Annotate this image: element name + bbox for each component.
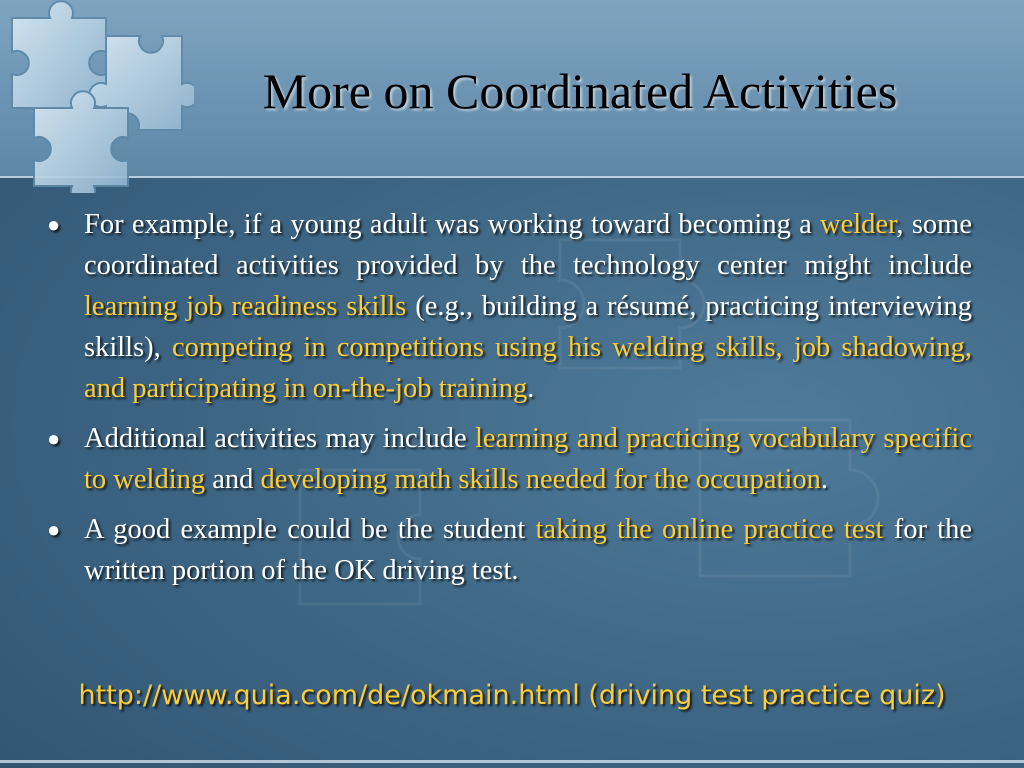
bullet-2-highlight-1: learning and practicing vocabulary specific to welding — [84, 423, 972, 495]
bullet-1-highlight-2: learning job readiness skills — [84, 291, 407, 322]
bullet-3-text-2: for the written portion of the OK driving test. — [84, 514, 972, 586]
quiz-link[interactable]: http://www.quia.com/de/okmain.html (driving test practice quiz) — [78, 680, 946, 711]
bullet-3-text-1: A good example could be the student — [84, 514, 536, 545]
bullet-3-highlight-1: taking the online practice test — [535, 514, 884, 545]
slide-title: More on Coordinated Activities — [262, 63, 898, 119]
bullet-1-text-4: . — [527, 373, 535, 404]
bullet-item-1 — [44, 204, 972, 409]
bullet-1-highlight-3: competing in competitions using his welding skills, job shadowing, and participating in on-the-job training — [84, 332, 972, 404]
bullet-1-text-1: For example, if a young adult was working toward becoming a — [84, 209, 821, 240]
bullet-item-3 — [44, 509, 972, 591]
bullet-1-text-3: (e.g., building a résumé, practicing interviewing skills), — [84, 291, 972, 363]
bullet-2-highlight-2: developing math skills needed for the occupation — [260, 464, 821, 495]
bullet-dot-icon: ● — [47, 426, 61, 451]
bullet-dot-icon: ● — [47, 212, 61, 237]
bottom-divider — [0, 760, 1024, 763]
bullet-2-text-1: Additional activities may include — [84, 423, 476, 454]
bullet-1-highlight-1: welder — [820, 209, 897, 240]
puzzle-pieces-icon — [0, 0, 194, 193]
bullet-2-text-3: . — [820, 464, 828, 495]
bullet-item-2 — [44, 418, 972, 500]
bullet-list — [44, 204, 972, 600]
bullet-dot-icon: ● — [47, 517, 61, 542]
bullet-2-text-2: and — [205, 464, 261, 495]
bullet-1-text-2: , some coordinated activities provided by the technology center might include — [84, 209, 972, 281]
